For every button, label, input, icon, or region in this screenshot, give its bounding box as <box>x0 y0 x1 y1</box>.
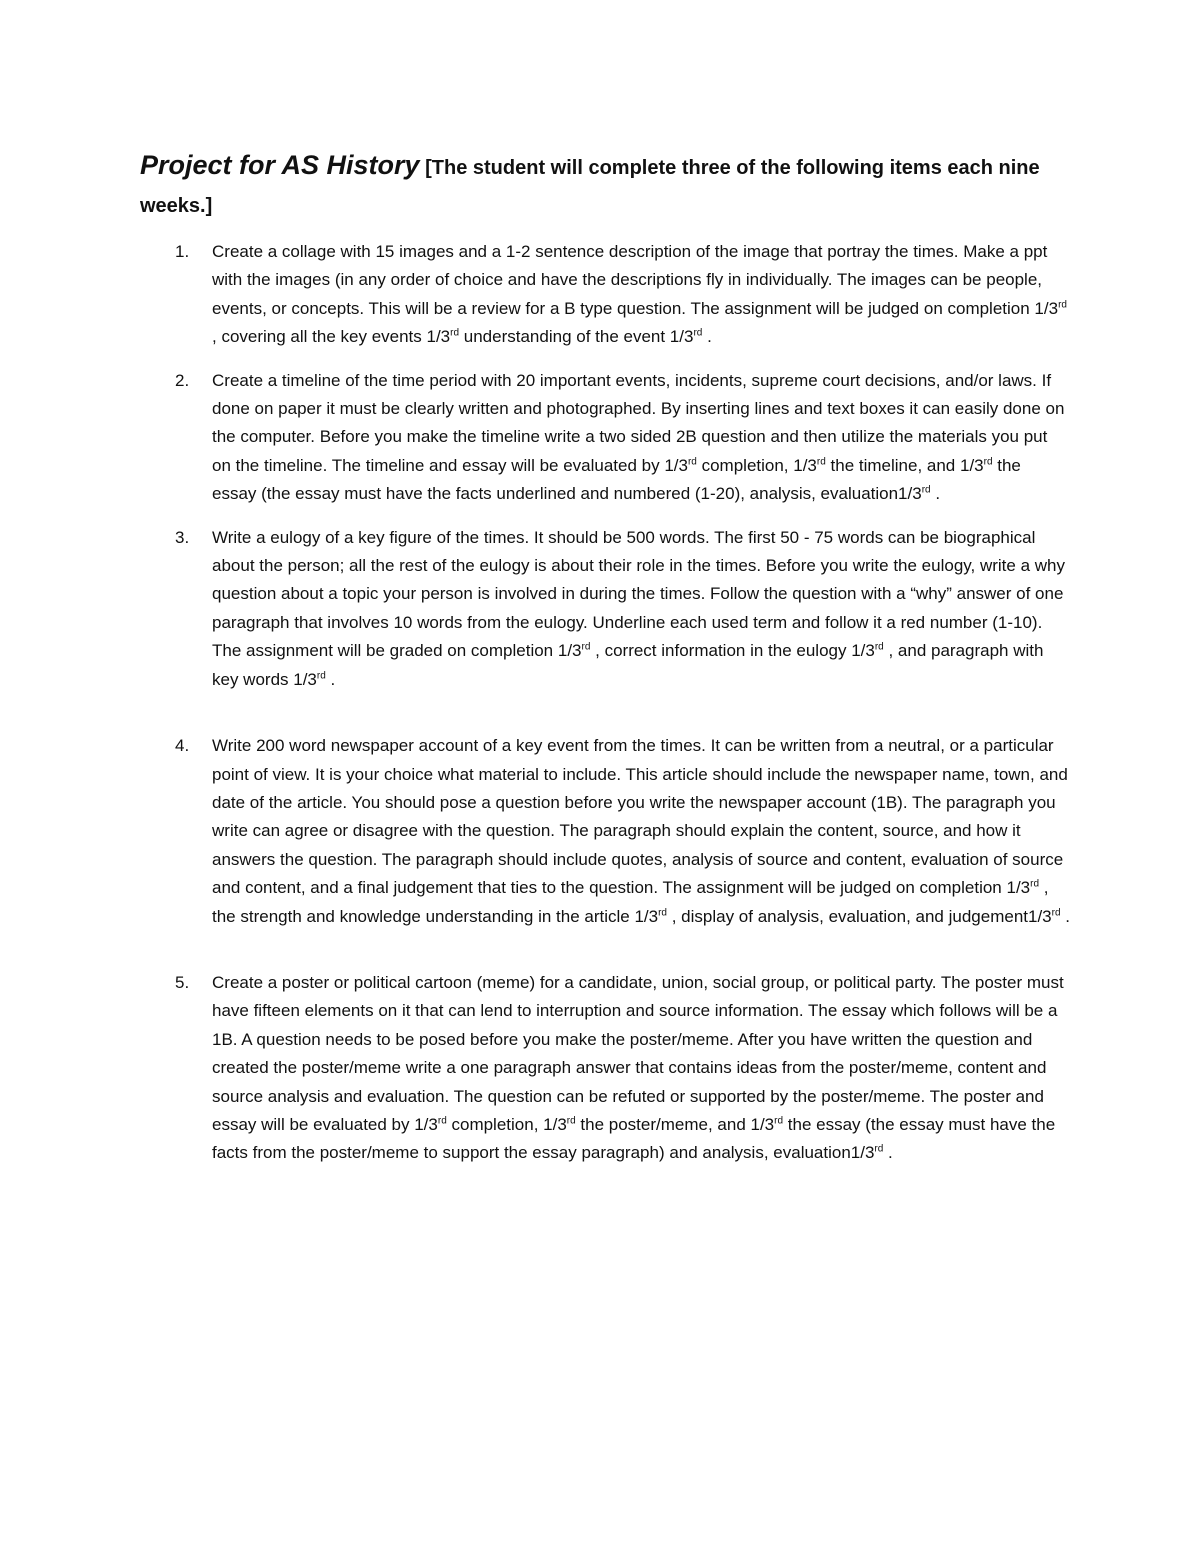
document-subtitle: [The student will complete three of the following items each nine weeks.] <box>140 157 1040 217</box>
text-run: the essay (the essay must have the facts from the poster/meme to support the essay paragraph) and analysis, evaluation1/3 <box>212 1114 1056 1163</box>
text-run: the poster/meme, and 1/3 <box>575 1114 775 1134</box>
item-text <box>212 973 1064 1162</box>
text-run: , the strength and knowledge understanding in the article 1/3 <box>212 878 1049 926</box>
item-number: 3. <box>175 527 190 547</box>
item-text <box>212 528 1065 689</box>
project-items-list <box>140 238 1070 1183</box>
ordinal-superscript: rd <box>1058 299 1067 311</box>
text-run: the timeline, and 1/3 <box>825 455 984 475</box>
text-run: completion, 1/3 <box>446 1114 567 1134</box>
ordinal-superscript: rd <box>983 456 993 468</box>
ordinal-superscript: rd <box>874 1143 884 1155</box>
item-number: 5. <box>175 972 190 992</box>
text-run: . <box>702 327 712 347</box>
text-run: completion, 1/3 <box>696 455 817 475</box>
text-run: Write 200 word newspaper account of a key event from the times. It can be written from a neutral, or a particular point of view. It is your choice what material to include. This article should include the newspaper name, town, and date of the article. You should pose a question before you write the newspaper account (1B). The paragraph you write can agree or disagree with the question. The paragraph should explain the content, source, and how it answers the question. The paragraph should include quotes, analysis of source and content, evaluation of source and content, and a final judgement that ties to the question. The assignment will be judged on completion 1/3 <box>212 736 1068 898</box>
text-run: , and paragraph with key words 1/3 <box>212 641 1044 689</box>
ordinal-superscript: rd <box>450 327 460 339</box>
document-title: Project for AS History <box>140 150 420 180</box>
item-text <box>212 736 1070 925</box>
ordinal-superscript: rd <box>693 327 703 339</box>
text-run: Create a poster or political cartoon (meme) for a candidate, union, social group, or political party. The poster must have fifteen elements on it that can lend to interruption and source information. The essay which follows will be a 1B. A question needs to be posed before you make the poster/meme. After you have written the question and created the poster/meme write a one paragraph answer that contains ideas from the poster/meme, content and source analysis and evaluation. The question can be refuted or supported by the poster/meme. The poster and essay will be evaluated by 1/3 <box>212 972 1064 1134</box>
ordinal-superscript: rd <box>437 1115 447 1127</box>
list-item <box>140 238 1070 352</box>
list-item <box>140 969 1070 1168</box>
ordinal-superscript: rd <box>566 1115 576 1127</box>
item-number: 2. <box>175 370 190 390</box>
ordinal-superscript: rd <box>921 484 931 496</box>
text-run: Create a timeline of the time period with 20 important events, incidents, supreme court decisions, and/or laws. If done on paper it must be clearly written and photographed. By inserting lines and text boxes it can easily done on the computer. Before you make the timeline write a two sided 2B question and then utilize the materials you put on the timeline. The timeline and essay will be evaluated by 1/3 <box>212 370 1065 475</box>
ordinal-superscript: rd <box>658 906 667 918</box>
text-run: , correct information in the eulogy 1/3 <box>590 641 875 661</box>
text-run: understanding of the event 1/3 <box>459 327 694 347</box>
ordinal-superscript: rd <box>316 670 326 682</box>
list-item <box>140 524 1070 694</box>
list-item <box>140 732 1070 931</box>
item-text <box>212 371 1064 504</box>
item-text <box>212 242 1067 346</box>
ordinal-superscript: rd <box>687 456 697 468</box>
title-block <box>140 146 1060 225</box>
text-run: the essay (the essay must have the facts underlined and numbered (1-20), analysis, evaluation1/3 <box>212 455 1021 504</box>
ordinal-superscript: rd <box>1030 878 1040 890</box>
text-run: , display of analysis, evaluation, and judgement1/3 <box>667 906 1052 926</box>
text-run: Write a eulogy of a key figure of the times. It should be 500 words. The first 50 - 75 words can be biographical about the person; all the rest of the eulogy is about their role in the times. Before you write the eulogy, write a why question about a topic your person is involved in during the times. Follow the question with a “why” answer of one paragraph that involves 10 words from the eulogy. Underline each used term and follow it a red number (1-10). The assignment will be graded on completion 1/3 <box>212 527 1065 661</box>
ordinal-superscript: rd <box>874 641 884 653</box>
item-number: 1. <box>175 242 190 261</box>
text-run: Create a collage with 15 images and a 1-2 sentence description of the image that portray the times. Make a ppt with the images (in any order of choice and have the descriptions fly in individually. The images can be people, events, or concepts. This will be a review for a B type question. The assignment will be judged on completion 1/3 <box>212 242 1059 318</box>
item-number: 4. <box>175 736 190 756</box>
ordinal-superscript: rd <box>774 1115 784 1127</box>
text-run: , covering all the key events 1/3 <box>212 327 451 347</box>
ordinal-superscript: rd <box>581 641 591 653</box>
text-run: . <box>1060 906 1070 926</box>
ordinal-superscript: rd <box>816 456 826 468</box>
text-run: . <box>325 669 336 689</box>
list-item <box>140 367 1070 509</box>
text-run: . <box>930 484 941 504</box>
text-run: . <box>883 1143 893 1163</box>
ordinal-superscript: rd <box>1051 906 1061 918</box>
